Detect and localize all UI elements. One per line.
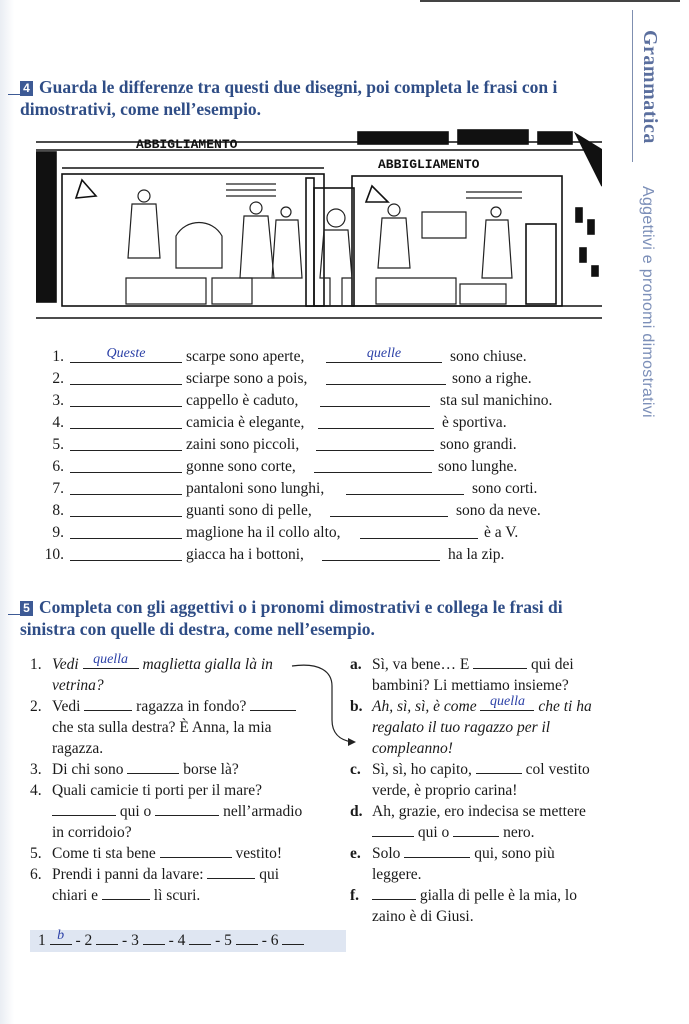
shop-windows-illustration <box>36 128 602 328</box>
side-tab-rule <box>632 10 633 162</box>
row-text: camicia è elegante, <box>186 414 305 431</box>
answer-key-number: 1 <box>38 932 46 949</box>
item-text: vetrina? <box>52 677 104 694</box>
left-item-1 <box>30 654 330 696</box>
item-text: nero. <box>503 824 535 841</box>
answer-blank[interactable] <box>322 544 440 561</box>
exercise-4-instruction: Guarda le differenze tra questi due disegni, poi completa le frasi con i dimostrativi, come nell’esempio. <box>20 77 558 119</box>
answer-blank[interactable] <box>314 456 432 473</box>
row-text: guanti sono di pelle, <box>186 502 312 519</box>
answer-key-bar <box>30 930 346 952</box>
answer-blank[interactable] <box>320 390 430 407</box>
answer-blank[interactable] <box>102 885 150 900</box>
answer-blank[interactable] <box>207 864 255 879</box>
item-text: Di chi sono <box>52 761 124 778</box>
row-number: 8. <box>52 502 64 519</box>
right-item-c <box>350 759 610 801</box>
answer-blank[interactable] <box>326 346 442 363</box>
exercise-5-instruction: Completa con gli aggettivi o i pronomi dimostrativi e collega le frasi di sinistra con quelle di destra, come nell’esempio. <box>20 597 563 639</box>
exercise-5-left-column <box>30 654 330 906</box>
row-text: gonne sono corte, <box>186 458 296 475</box>
answer-key-number: - 2 <box>75 932 93 949</box>
answer-blank[interactable] <box>70 390 182 407</box>
answer-key-number: - 4 <box>168 932 186 949</box>
item-label: 6. <box>30 866 42 883</box>
item-text: vestito! <box>235 845 282 862</box>
answer-key-blank[interactable] <box>282 930 304 945</box>
row-number: 1. <box>52 348 64 365</box>
row-text-end: sono corti. <box>472 480 538 497</box>
answer-key-number: - 5 <box>215 932 232 949</box>
right-shop-sign: ABBIGLIAMENTO <box>378 157 480 172</box>
answer-blank[interactable] <box>70 412 182 429</box>
item-label: a. <box>350 656 362 673</box>
row-text-end: ha la zip. <box>448 546 505 563</box>
answer-blank[interactable] <box>83 654 139 669</box>
right-item-e <box>350 843 610 885</box>
answer-blank[interactable] <box>330 500 448 517</box>
handwritten-answer: quelle <box>366 346 402 361</box>
answer-blank[interactable] <box>70 500 182 517</box>
row-number: 2. <box>52 370 64 387</box>
answer-blank[interactable] <box>480 696 534 711</box>
row-text-end: sono a righe. <box>452 370 532 387</box>
item-text: Sì, va bene… E <box>372 656 470 673</box>
right-item-d <box>350 801 610 843</box>
answer-blank[interactable] <box>346 478 464 495</box>
exercise-4-header <box>20 76 600 120</box>
item-label: f. <box>350 887 360 904</box>
left-item-6 <box>30 864 330 906</box>
row-text-end: è sportiva. <box>442 414 507 431</box>
item-label: e. <box>350 845 361 862</box>
item-text: ragazza. <box>52 740 104 757</box>
answer-blank[interactable] <box>70 346 182 363</box>
row-text-end: sono da neve. <box>456 502 541 519</box>
left-item-5 <box>30 843 330 864</box>
answer-blank[interactable] <box>318 412 434 429</box>
answer-blank[interactable] <box>52 801 116 816</box>
item-text: leggere. <box>372 866 422 883</box>
answer-blank[interactable] <box>70 456 182 473</box>
answer-blank[interactable] <box>70 478 182 495</box>
item-text: ragazza in fondo? <box>136 698 247 715</box>
answer-key-blank[interactable] <box>189 930 211 945</box>
left-item-3 <box>30 759 330 780</box>
answer-blank[interactable] <box>70 434 182 451</box>
answer-blank[interactable] <box>316 434 434 451</box>
answer-blank[interactable] <box>155 801 219 816</box>
answer-key-number: - 3 <box>122 932 139 949</box>
item-text: zaino è di Giusi. <box>372 908 474 925</box>
item-label: 2. <box>30 698 42 715</box>
answer-blank[interactable] <box>70 368 182 385</box>
item-text: Vedi <box>52 656 79 673</box>
answer-blank[interactable] <box>127 759 179 774</box>
answer-blank[interactable] <box>84 696 132 711</box>
item-text: qui o <box>417 824 450 841</box>
item-text: bambini? Li mettiamo insieme? <box>372 677 569 694</box>
row-text: pantaloni sono lunghi, <box>186 480 325 497</box>
answer-blank[interactable] <box>70 522 182 539</box>
item-label: 4. <box>30 782 42 799</box>
right-item-a <box>350 654 610 696</box>
item-text: nell’armadio <box>223 803 303 820</box>
item-text: borse là? <box>183 761 239 778</box>
handwritten-answer: quella <box>93 652 129 667</box>
item-text: qui <box>259 866 280 883</box>
exercise-5-number: 5 <box>20 601 33 616</box>
answer-blank[interactable] <box>372 822 414 837</box>
item-text: Ah, grazie, ero indecisa se mettere <box>372 803 586 820</box>
handwritten-answer: quella <box>489 694 525 709</box>
row-text-end: sono grandi. <box>440 436 517 453</box>
item-text: Vedi <box>52 698 81 715</box>
row-text: zaini sono piccoli, <box>186 436 300 453</box>
item-text: qui dei <box>531 656 574 673</box>
row-number: 6. <box>52 458 64 475</box>
item-text: verde, è proprio carina! <box>372 782 518 799</box>
answer-key-blank[interactable] <box>96 930 118 945</box>
answer-blank[interactable] <box>404 843 470 858</box>
row-text-end: sono chiuse. <box>450 348 527 365</box>
row-text: maglione ha il collo alto, <box>186 524 341 541</box>
item-text: regalato il tuo ragazzo per il <box>372 719 551 736</box>
answer-key-blank[interactable] <box>143 930 165 945</box>
answer-blank[interactable] <box>453 822 499 837</box>
item-text: qui o <box>119 803 152 820</box>
answer-blank[interactable] <box>473 654 527 669</box>
item-text: Sì, sì, ho capito, <box>372 761 472 778</box>
item-text: col vestito <box>525 761 590 778</box>
answer-blank[interactable] <box>372 885 416 900</box>
answer-key-blank[interactable] <box>236 930 258 945</box>
page-edge-shadow <box>0 0 14 1024</box>
answer-blank[interactable] <box>160 843 232 858</box>
item-label: 5. <box>30 845 42 862</box>
row-text: sciarpe sono a pois, <box>186 370 308 387</box>
item-text: maglietta gialla là in <box>142 656 273 673</box>
item-text: che sta sulla destra? È Anna, la mia <box>52 719 272 736</box>
exercise-5-right-column <box>350 654 610 927</box>
left-item-2 <box>30 696 330 759</box>
answer-key-number: - 6 <box>261 932 279 949</box>
item-text: Quali camicie ti porti per il mare? <box>52 782 263 799</box>
item-text: qui, sono più <box>474 845 555 862</box>
side-tab-title: Grammatica <box>639 30 661 144</box>
answer-blank[interactable] <box>70 544 182 561</box>
row-text: cappello è caduto, <box>186 392 299 409</box>
item-text: che ti ha <box>538 698 592 715</box>
row-text-end: sta sul manichino. <box>440 392 553 409</box>
item-label: b. <box>350 698 363 715</box>
row-text: scarpe sono aperte, <box>186 348 305 365</box>
row-number: 9. <box>52 524 64 541</box>
row-number: 5. <box>52 436 64 453</box>
answer-blank[interactable] <box>250 696 296 711</box>
item-label: 3. <box>30 761 42 778</box>
item-text: gialla di pelle è la mia, lo <box>419 887 577 904</box>
top-rule <box>420 0 680 2</box>
row-number: 3. <box>52 392 64 409</box>
side-tab-subtitle: Aggettivi e pronomi dimostrativi <box>639 186 656 418</box>
exercise-4-number: 4 <box>20 81 33 96</box>
right-item-f <box>350 885 610 927</box>
item-text: Solo <box>372 845 401 862</box>
exercise-5-header <box>20 596 600 640</box>
item-text: in corridoio? <box>52 824 132 841</box>
answer-key-blank[interactable] <box>50 930 72 945</box>
answer-blank[interactable] <box>476 759 522 774</box>
item-text: chiari e <box>52 887 99 904</box>
item-label: d. <box>350 803 363 820</box>
right-item-b <box>350 696 610 759</box>
row-text-end: sono lunghe. <box>438 458 518 475</box>
left-shop-sign: ABBIGLIAMENTO <box>136 137 238 152</box>
row-number: 10. <box>44 546 64 563</box>
item-text: Prendi i panni da lavare: <box>52 866 204 883</box>
left-item-4 <box>30 780 330 843</box>
answer-blank[interactable] <box>326 368 446 385</box>
handwritten-answer: Queste <box>106 346 146 361</box>
item-label: 1. <box>30 656 42 673</box>
item-text: lì scuri. <box>153 887 201 904</box>
item-text: Ah, sì, sì, è come <box>372 698 477 715</box>
item-text: Come ti sta bene <box>52 845 156 862</box>
item-label: c. <box>350 761 361 778</box>
answer-blank[interactable] <box>360 522 478 539</box>
row-text: giacca ha i bottoni, <box>186 546 304 563</box>
item-text: compleanno! <box>372 740 453 757</box>
row-number: 4. <box>52 414 64 431</box>
row-number: 7. <box>52 480 64 497</box>
handwritten-answer: b <box>57 928 65 943</box>
row-text-end: è a V. <box>484 524 519 541</box>
